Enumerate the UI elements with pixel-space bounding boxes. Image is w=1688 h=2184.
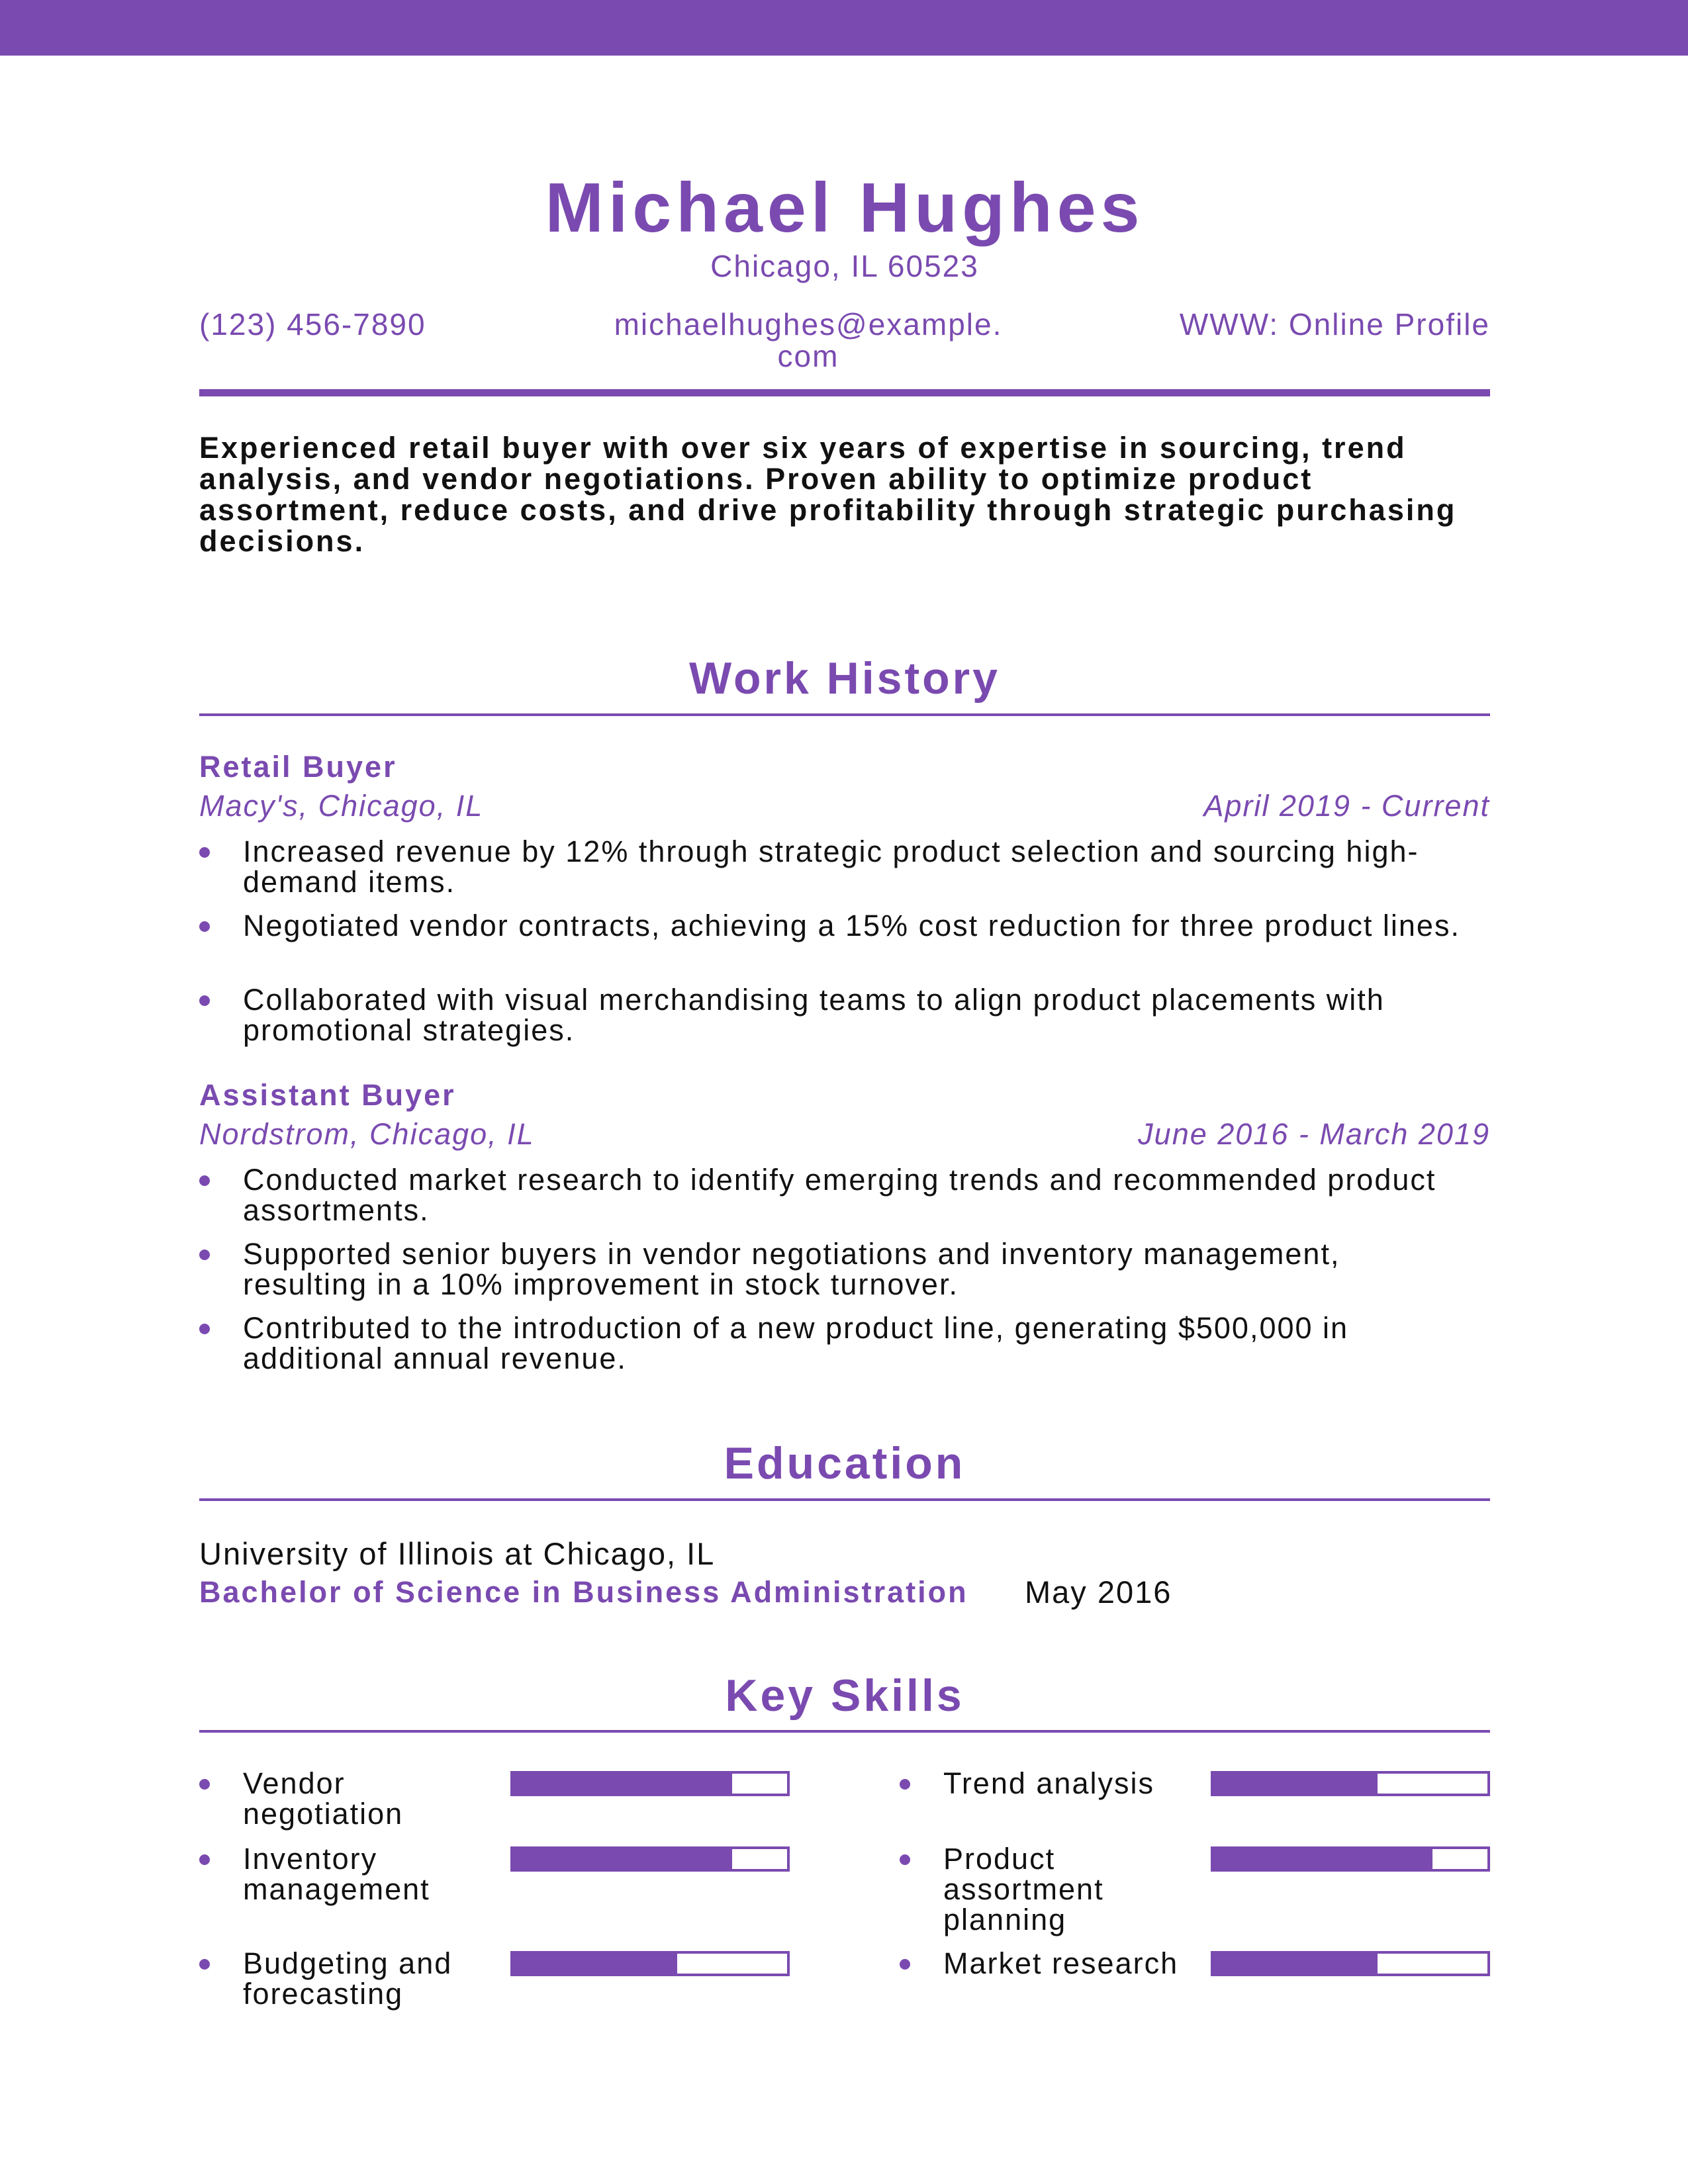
bullet-icon [199, 995, 210, 1006]
key-skills-divider [199, 1730, 1490, 1733]
section-title-key-skills: Key Skills [725, 1670, 964, 1721]
skill-level-fill [513, 1774, 732, 1794]
education-divider [199, 1498, 1490, 1501]
skill-level-fill [513, 1954, 677, 1974]
header-divider [199, 389, 1490, 396]
top-accent-bar [0, 0, 1688, 56]
skill-name: Inventory management [243, 1842, 430, 1906]
job-title: Assistant Buyer [199, 1078, 456, 1112]
email-line-1: michaelhughes@example. [614, 307, 1003, 341]
candidate-name: Michael Hughes [545, 169, 1145, 247]
skill-level-bar [1211, 1771, 1490, 1796]
address: Chicago, IL 60523 [710, 249, 979, 283]
bullet-icon [199, 1324, 210, 1334]
job-title: Retail Buyer [199, 750, 397, 784]
skill-level-bar [510, 1771, 790, 1796]
skill-level-fill [1213, 1774, 1378, 1794]
bullet-icon [199, 1250, 210, 1260]
skill-level-bar [510, 1951, 790, 1976]
bullet-text: Contributed to the introduction of a new product line, generating $500,000 in additional annual revenue. [243, 1311, 1349, 1375]
bullet-icon [199, 1779, 210, 1790]
bullet-text: Negotiated vendor contracts, achieving a 15% cost reduction for three product lines. [243, 909, 1460, 942]
bullet-icon [900, 1779, 910, 1790]
bullet-text: Conducted market research to identify emerging trends and recommended product assortments. [243, 1163, 1436, 1227]
skill-name: Trend analysis [943, 1766, 1154, 1800]
bullet-text: Collaborated with visual merchandising teams to align product placements with promotional strategies. [243, 983, 1385, 1047]
bullet-icon [199, 847, 210, 858]
job-company: Macy's, Chicago, IL [199, 789, 484, 823]
email-line-2: com [777, 339, 839, 373]
professional-summary: Experienced retail buyer with over six years of expertise in sourcing, trend analysis, and vendor negotiations. Proven ability to optimize product assortment, reduce costs, and drive profitability through strategic purchasing decisions. [199, 431, 1457, 558]
skill-level-bar [1211, 1846, 1490, 1872]
section-title-work-history: Work History [689, 653, 1000, 704]
skill-name: Budgeting and forecasting [243, 1946, 453, 2011]
email-address[interactable] [596, 308, 1020, 372]
skill-name: Product assortment planning [943, 1842, 1104, 1936]
bullet-icon [199, 1854, 210, 1865]
bullet-icon [199, 1959, 210, 1970]
skill-name: Market research [943, 1946, 1179, 1980]
skill-level-fill [1213, 1849, 1432, 1869]
skill-level-bar [1211, 1951, 1490, 1976]
bullet-text: Increased revenue by 12% through strategic product selection and sourcing high-demand items. [243, 835, 1419, 899]
bullet-text: Supported senior buyers in vendor negotiations and inventory management, resulting in a 10% improvement in stock turnover. [243, 1237, 1340, 1301]
skill-level-bar [510, 1846, 790, 1872]
graduation-date: May 2016 [1025, 1574, 1172, 1610]
bullet-icon [900, 1959, 910, 1970]
job-dates: April 2019 - Current [1203, 789, 1490, 823]
bullet-icon [199, 921, 210, 932]
skill-level-fill [513, 1849, 732, 1869]
work-history-divider [199, 713, 1490, 716]
bullet-icon [900, 1854, 910, 1865]
job-company: Nordstrom, Chicago, IL [199, 1117, 535, 1151]
job-dates: June 2016 - March 2019 [1138, 1117, 1490, 1151]
phone-number: (123) 456-7890 [199, 307, 426, 341]
website-link[interactable]: WWW: Online Profile [1179, 307, 1490, 341]
school-name: University of Illinois at Chicago, IL [199, 1536, 716, 1571]
skill-name: Vendor negotiation [243, 1766, 404, 1831]
degree-name: Bachelor of Science in Business Administration [199, 1575, 968, 1609]
bullet-icon [199, 1175, 210, 1186]
skill-level-fill [1213, 1954, 1378, 1974]
section-title-education: Education [724, 1438, 966, 1488]
